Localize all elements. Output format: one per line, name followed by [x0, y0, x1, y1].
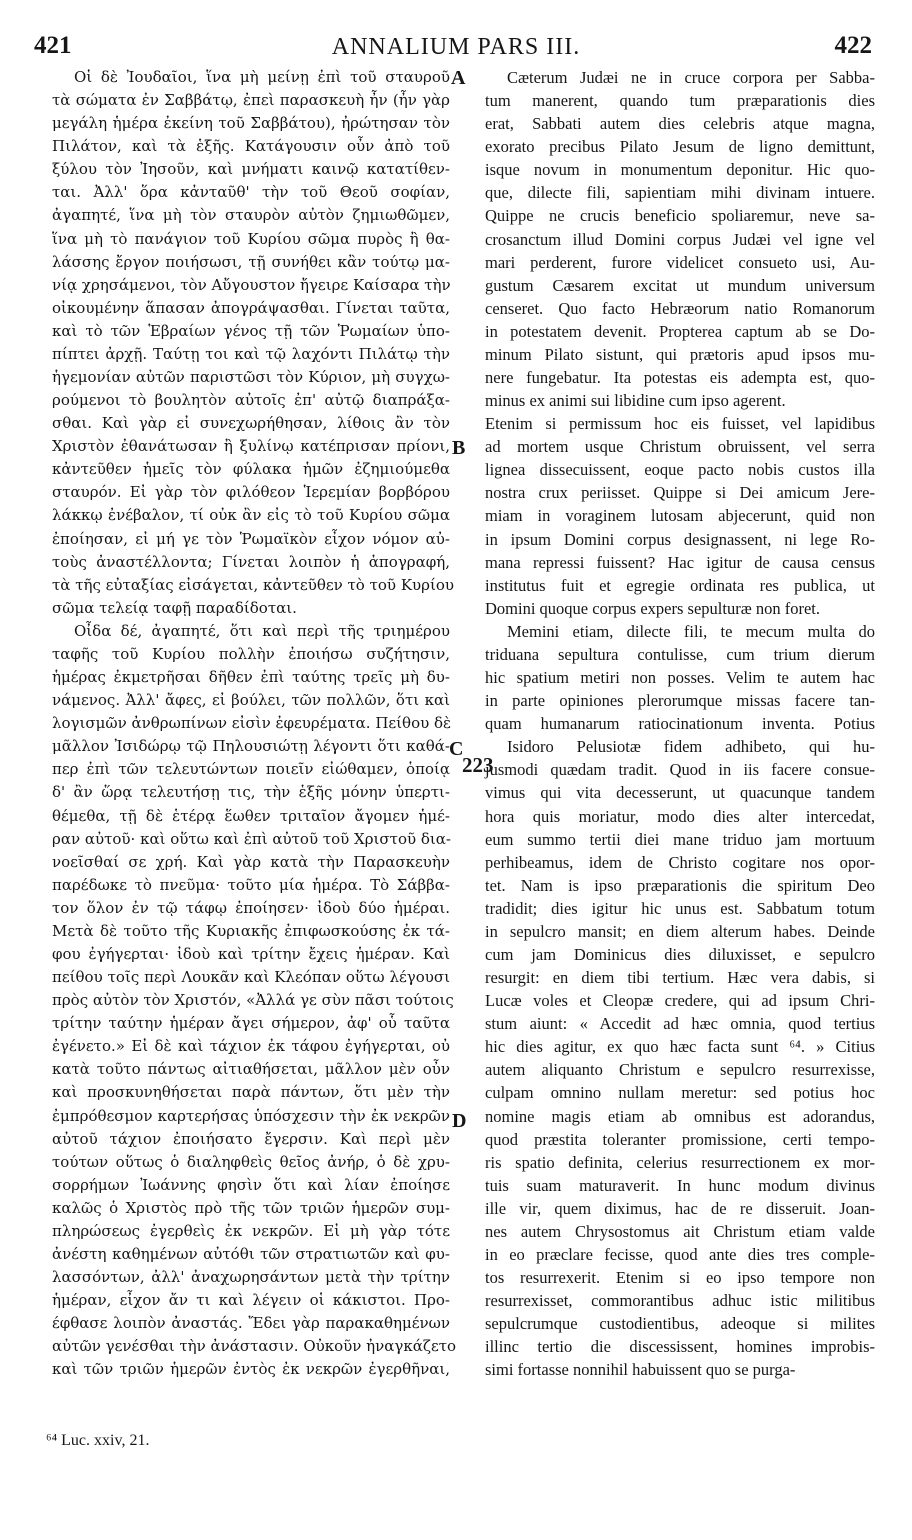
latin-text-line: hic spatium metiri non posses. Velim te autem hac — [485, 668, 875, 688]
greek-text-line: περ ἐπὶ τῶν τελευτώντων ποιεῖν εἰώθαμεν, ὁποίᾳ — [52, 760, 450, 779]
greek-text-line: ἡμέραν, εἶχον ἄν τι καὶ λέγειν οἱ κάκιστοι. Προ- — [52, 1291, 450, 1310]
greek-text-line: σταυρόν. Εἰ γὰρ τὸν φιλόθεον Ἱερεμίαν βορβόρου — [52, 483, 450, 502]
latin-text-line: tradidit; dies igitur hic unus est. Sabbatum totum — [485, 898, 875, 918]
latin-text-line: erat, Sabbati autem dies celebris atque magna, — [485, 114, 875, 134]
margin-mark-b: B — [452, 437, 466, 459]
greek-text-line: καὶ προσκυνηθήσεται παρὰ πάντων, ὅτι μὲν τὴν — [52, 1083, 450, 1102]
greek-text-line: ἀνέστη καθημένων αὐτόθι τῶν στρατιωτῶν καὶ φυ- — [52, 1244, 450, 1263]
greek-text-line: ἡγεμονίαν αὐτῶν παριστῶσι τὸν Κύριον, μὴ συγχω- — [52, 368, 450, 387]
latin-text-line: sepulcrumque custodientibus, adeoque si milites — [485, 1314, 875, 1334]
greek-text-line: Μετὰ δὲ τοῦτο τῆς Κυριακῆς ἐπιφωσκούσης ἐκ τά- — [52, 921, 450, 940]
latin-text-line: hic dies agitur, ex quo hæc facta sunt ⁶⁴. » Citius — [485, 1037, 875, 1057]
latin-text-line: resurrexisset, commorantibus adhuc istic militibus — [485, 1291, 875, 1311]
latin-text-line: cum jam Dominicus dies diluxisset, e sepulcro — [485, 944, 875, 964]
latin-text-line: in parte opiniones plerorumque missas facere tan- — [485, 691, 875, 711]
latin-text-line: tuis suam maturaverit. In hunc modum divinus — [485, 1175, 875, 1195]
greek-text-line: ἵνα μὴ τὸ πανάγιον τοῦ Κυρίου σῶμα πυρὸς ἢ θα- — [52, 229, 450, 248]
latin-text-line: Etenim si permissum hoc eis fuisset, vel lapidibus — [485, 414, 875, 434]
margin-mark-c: C — [449, 738, 464, 760]
latin-text-line: tet. Nam is ipso præparationis die spiritum Deo — [485, 875, 875, 895]
greek-text-line: ται. Ἀλλ' ὅρα κἀνταῦθ' τὴν τοῦ Θεοῦ σοφίαν, — [52, 183, 450, 202]
greek-text-line: λάκκῳ ἐνέβαλον, τί οὐκ ἂν εἰς τὸ τοῦ Κυρίου σῶμα — [52, 506, 450, 525]
latin-text-line: Memini etiam, dilecte fili, te mecum multa do — [507, 621, 875, 641]
latin-text-line: simi fortasse nonnihil habuissent quo se purga- — [485, 1360, 796, 1380]
latin-text-line: quam humanarum ratiocinationum inventa. Potius — [485, 714, 875, 734]
greek-text-line: Οἱ δὲ Ἰουδαῖοι, ἵνα μὴ μείνῃ ἐπὶ τοῦ σταυροῦ — [74, 68, 450, 86]
latin-text-line: jusmodi quædam tradit. Quod in iis facere consue- — [485, 760, 875, 780]
latin-text-line: miam in voraginem lutosam abjecerunt, quid non — [485, 506, 875, 526]
greek-text-line: αὐτῶν γενέσθαι τὴν ἀνάστασιν. Οὐκοῦν ἠναγκάζετο — [52, 1337, 457, 1356]
latin-text-line: crosanctum illud Domini corpus Judæi vel igne vel — [485, 229, 875, 249]
greek-text-line: τοὺς ἀναστέλλοντα; Γίνεται λοιπὸν ἡ ἀπογραφή, — [52, 552, 450, 571]
margin-mark-d: D — [452, 1110, 467, 1132]
latin-text-line: gustum Cæsarem excitat ut mundum universum — [485, 275, 875, 295]
greek-text-line: πίπτει ἀρχῇ. Ταύτῃ τοι καὶ τῷ λαχόντι Πιλάτῳ τὴν — [52, 344, 450, 363]
greek-text-line: Χριστὸν ἐθανάτωσαν ἢ ξυλίνῳ κατέπρισαν πρίονι, — [52, 437, 450, 456]
latin-text-line: tos resurrexerit. Etenim si eo ipso tempore non — [485, 1268, 875, 1288]
greek-text-line: ἐγένετο.» Εἰ δὲ καὶ τάχιον ἐκ τάφου ἐγήγερται, οὐ — [52, 1037, 450, 1056]
greek-text-line: νοεῖσθαί σε χρή. Καὶ γὰρ κατὰ τὴν Παρασκευὴν — [52, 852, 450, 871]
greek-text-line: τούτων οὕτως ὁ διαληφθεὶς θεῖος ἀνήρ, ὁ δὲ χρυ- — [52, 1152, 450, 1171]
greek-text-line: νάμενος. Ἀλλ' ἄφες, εἰ βούλει, τῶν πολλῶν, ὅτι καὶ — [52, 691, 450, 710]
latin-text-line: minum Pilato sistunt, qui prætoris apud ipsos mu- — [485, 344, 875, 364]
greek-text-line: αὐτοῦ τάχιον ἐποιήσατο ἔγερσιν. Καὶ περὶ μὲν — [52, 1129, 450, 1148]
latin-text-line: Lucæ voles et Cleopæ credere, qui ad ipsum Chri- — [485, 991, 875, 1011]
greek-text-line: λάσσης ἔργον ποιήσωσι, τῇ συνήθει κἂν τούτῳ μα- — [52, 252, 450, 271]
greek-text-line: πρὸς αὐτὸν τὸν Χριστόν, «Ἀλλά γε σὺν πᾶσι τούτοις — [52, 991, 454, 1010]
greek-text-line: λογισμῶν ἀνθρωπίνων εἰσὶν ἐφευρέματα. Πείθου δὲ — [52, 714, 452, 733]
latin-text-line: eum summo tertii diei mane triduo jam mortuum — [485, 829, 875, 849]
latin-text-line: autem aliquanto Christum e sepulcro resurrexisse, — [485, 1060, 875, 1080]
latin-text-line: nostra crux periisset. Quippe si Dei amicum Jere- — [485, 483, 875, 503]
footnote: ⁶⁴ Luc. xxiv, 21. — [46, 1432, 150, 1449]
latin-text-line: tum manerent, quando tum præparationis dies — [485, 91, 875, 111]
greek-text-line: ρούμενοι τὸ βουλητὸν αὐτοῖς ἐπ' αὐτῷ διαπράξα- — [52, 391, 450, 410]
greek-text-line: τὰ σώματα ἐν Σαββάτῳ, ἐπεὶ παρασκευὴ ἦν (ἦν γὰρ — [52, 91, 450, 110]
page-header — [0, 26, 912, 66]
latin-text-line: exorato precibus Pilato Jesum de ligno demittunt, — [485, 137, 875, 157]
greek-text-line: ἐποίησαν, εἰ μή γε τὸν Ῥωμαϊκὸν εἶχον νόμον αὐ- — [52, 529, 450, 548]
latin-text-line: mari perderent, furore videlicet consueto usi, Au- — [485, 252, 875, 272]
latin-text-line: perhibeamus, idem de Christo cogitare nos opor- — [485, 852, 875, 872]
greek-text-line: πληρώσεως ἐγερθεὶς ἐκ νεκρῶν. Εἰ μὴ γὰρ τότε — [52, 1221, 450, 1240]
greek-text-line: κἀντεῦθεν ἡμεῖς τὸν φύλακα ἡμῶν ἐζημιούμεθα — [52, 460, 450, 479]
latin-column — [485, 66, 875, 1381]
inline-page-number: 223 — [462, 753, 494, 777]
latin-text-line: institutus fuit et egregie ordinata res publica, ut — [485, 575, 875, 595]
latin-text-line: vimus qui vita decesserunt, ut quacunque tandem — [485, 783, 875, 803]
latin-text-line: lignea dissecuissent, eoque pacto nobis custos illa — [485, 460, 875, 480]
greek-text-line: κατὰ τοῦτο πάντως αἰτιαθήσεται, μᾶλλον μὲν οὖν — [52, 1060, 450, 1079]
latin-text-line: in potestatem devenit. Propterea captum ab se Do- — [485, 321, 875, 341]
greek-text-line: μεγάλη ἡμέρα ἐκείνη τοῦ Σαββάτου), ἠρώτησαν τὸν — [52, 114, 450, 133]
greek-text-line: καὶ τῶν τριῶν ἡμερῶν ἐντὸς ἐκ νεκρῶν ἐγερθῆναι, — [52, 1360, 450, 1379]
latin-text-line: in sepulcro mansit; en diem alterum habes. Deinde — [485, 921, 875, 941]
latin-text-line: hora quis moriatur, modo dies alter intercedat, — [485, 806, 875, 826]
latin-text-line: nomine magis etiam ab omnibus est adorandus, — [485, 1106, 875, 1126]
latin-text-line: nes autem Chrysostomus ait Christum etiam valde — [485, 1221, 875, 1241]
greek-text-line: τὰ τῆς εὐταξίας εἰσάγεται, κἀντεῦθεν τὸ τοῦ Κυρίου — [52, 575, 454, 594]
greek-text-line: Πιλάτον, καὶ τὰ ἑξῆς. Κατάγουσιν οὖν ἀπὸ τοῦ — [52, 137, 450, 156]
greek-text-line: καὶ τὸ τῶν Ἑβραίων γένος τῇ τῶν Ῥωμαίων ὑπο- — [52, 321, 450, 340]
latin-text-line: stum aiunt: « Accedit ad hæc omnia, quod tertius — [485, 1014, 875, 1034]
greek-column — [52, 66, 457, 1381]
latin-text-line: ris spatio definita, celerius resurrectionem ex mor- — [485, 1152, 875, 1172]
greek-text-line: σορρήμων Ἰωάννης φησὶν ὅτι καὶ λίαν ἐποίησε — [52, 1175, 450, 1194]
latin-text-line: ad mortem usque Christum obruissent, vel serra — [485, 437, 875, 457]
latin-text-line: culpam omnino nullam meretur: sed potius hoc — [485, 1083, 875, 1103]
greek-text-line: μᾶλλον Ἰσιδώρῳ τῷ Πηλουσιώτῃ λέγοντι ὅτι καθά- — [52, 737, 450, 756]
greek-text-line: ραν αὐτοῦ· καὶ οὕτω καὶ ἐπὶ αὐτοῦ τοῦ Χριστοῦ δια- — [52, 829, 452, 848]
greek-text-line: δ' ἂν ὥρᾳ τελευτήσῃ τις, τὴν ἑξῆς μόνην ὑπερτι- — [52, 783, 450, 802]
greek-text-line: ἐμπρόθεσμον καρτερήσας ὑπόσχεσιν τὴν ἐκ νεκρῶν — [52, 1106, 450, 1125]
greek-text-line: ἀγαπητέ, ἵνα μὴ τὸν σταυρὸν αὐτὸν ζημιωθῶμεν, — [52, 206, 450, 225]
greek-text-line: λασσόντων, ἀλλ' ἀναχωρησάντων μετὰ τὴν τρίτην — [52, 1268, 450, 1287]
latin-text-line: mana repressi fuissent? Hac igitur de causa census — [485, 552, 875, 572]
latin-text-line: ille vir, quem diximus, hac de re disseruit. Joan- — [485, 1198, 875, 1218]
greek-text-line: σῶμα τελείᾳ ταφῇ παραδίδοται. — [52, 598, 297, 617]
greek-text-line: σθαι. Καὶ γὰρ εἰ συνεχωρήθησαν, λίθοις ἂν τὸν — [52, 414, 450, 433]
latin-text-line: triduana sepultura contulisse, cum trium dierum — [485, 644, 875, 664]
greek-text-line: οἰκουμένην ἅπασαν ἀπογράψασθαι. Γίνεται ταῦτα, — [52, 298, 450, 317]
greek-text-line: τον ὅλον ἐν τῷ τάφῳ ἐποίησεν· ἰδοὺ δύο ἡμέραι. — [52, 898, 450, 917]
greek-text-line: έφθασε λοιπὸν ἀναστάς. Ἔδει γὰρ παρακαθημένων — [52, 1314, 450, 1333]
latin-text-line: censeret. Quo facto Hebræorum natio Romanorum — [485, 298, 875, 318]
latin-text-line: resurgit: en diem tibi tertium. Hæc vera dabis, si — [485, 968, 875, 988]
latin-text-line: nere fungebatur. Ita potestas eis adempta est, quo- — [485, 368, 875, 388]
margin-mark-a: A — [451, 67, 466, 89]
latin-text-line: in ipsum Domini corpus designassent, ni lege Ro- — [485, 529, 875, 549]
greek-text-line: ξύλου τὸν Ἰησοῦν, καὶ μνήματι καινῷ κατατίθεν- — [52, 160, 450, 179]
page-number-left: 421 — [34, 32, 72, 59]
latin-text-line: in eo præclare fecisse, quod ante dies tres comple- — [485, 1244, 875, 1264]
latin-text-line: Isidoro Pelusiotæ fidem adhibeto, qui hu- — [507, 737, 875, 757]
greek-text-line: Οἶδα δέ, ἀγαπητέ, ὅτι καὶ περὶ τῆς τριημέρου — [74, 621, 450, 640]
latin-text-line: quod præstita toleranter promissione, certi tempo- — [485, 1129, 875, 1149]
greek-text-line: ταφῆς τοῦ Κυρίου πολλὴν ἐποιήσω συζήτησιν, — [52, 644, 450, 663]
latin-text-line: Domini quoque corpus expers sepulturæ non foret. — [485, 598, 820, 618]
running-title: ANNALIUM PARS III. — [331, 34, 581, 60]
latin-text-line: Cæterum Judæi ne in cruce corpora per Sabba- — [507, 68, 875, 87]
greek-text-line: παρέδωκε τὸ πνεῦμα· τοῦτο μία ἡμέρα. Τὸ Σάββα- — [52, 875, 450, 894]
latin-text-line: Quippe ne crucis beneficio spoliaremur, neve sa- — [485, 206, 875, 226]
greek-text-line: νίᾳ χρησάμενοι, τὸν Αὔγουστον ἤγειρε Καίσαρα τὴν — [52, 275, 451, 294]
latin-text-line: illinc tertio die discessissent, homines improbis- — [485, 1337, 875, 1357]
greek-text-line: θέμεθα, τῇ δὲ ἑτέρᾳ ἕωθεν τριταῖον ἄγομεν ἡμέ- — [52, 806, 450, 825]
greek-text-line: ἡμέρας ἐκμετρῆσαι δῆθεν ἐπὶ ταύτης τρεῖς μὴ δυ- — [52, 668, 450, 687]
greek-text-line: πείθου τοῖς περὶ Λουκᾶν καὶ Κλεόπαν οὕτω λέγουσι — [52, 968, 450, 987]
greek-text-line: καλῶς ὁ Χριστὸς πρὸ τῆς τῶν τριῶν ἡμερῶν συμ- — [52, 1198, 450, 1217]
latin-text-line: minus ex animi sui libidine cum ipso agerent. — [485, 391, 786, 411]
greek-text-line: τρίτην ταύτην ἡμέραν ἄγει σήμερον, ἀφ' οὗ ταῦτα — [52, 1014, 450, 1033]
latin-text-line: isque novum in monumentum deponitur. Hic quo- — [485, 160, 875, 180]
page-number-right: 422 — [834, 32, 872, 59]
greek-text-line: φου ἐγήγερται· ἰδοὺ καὶ τρίτην ἔχεις ἡμέραν. Καὶ — [52, 944, 450, 963]
latin-text-line: que, dilecte fili, sapientiam mihi divinam intuere. — [485, 183, 875, 203]
